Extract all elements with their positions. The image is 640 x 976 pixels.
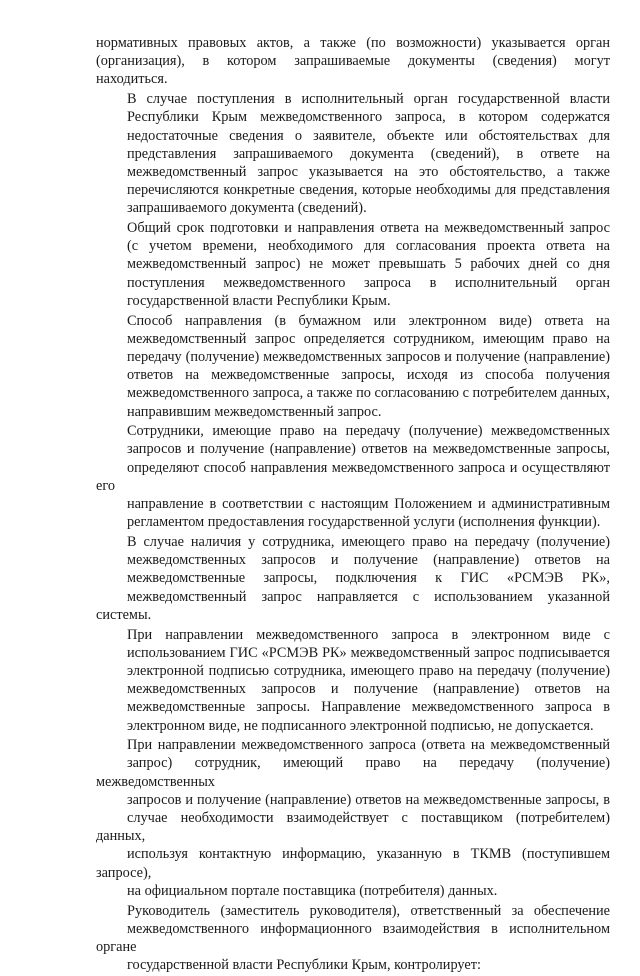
- text-line: (организация), в котором запрашиваемые документы (сведения) могут: [96, 53, 610, 70]
- text-line: Сотрудники, имеющие право на передачу (получение) межведомственных: [127, 423, 610, 440]
- text-line: находиться.: [96, 71, 168, 88]
- paragraph: [96, 533, 610, 624]
- text-line: межведомственного запроса, а также по согласованию с потребителем данных,: [127, 385, 610, 402]
- text-line: направившим межведомственный запрос.: [127, 403, 382, 420]
- paragraph: [96, 312, 610, 421]
- paragraph: [96, 422, 610, 531]
- text-line: запросов и получение (направление) ответов на межведомственные запросы,: [127, 441, 610, 458]
- text-line: Общий срок подготовки и направления ответа на межведомственный запрос: [127, 220, 610, 237]
- text-line: электронной подписью сотрудника, имеющего право на передачу (получение): [127, 662, 610, 679]
- text-line: Способ направления (в бумажном или электронном виде) ответа на: [127, 312, 610, 329]
- text-line: нормативных правовых актов, а также (по возможности) указывается орган: [96, 35, 610, 51]
- text-line: представления запрашиваемого документа (сведений), в ответе на: [127, 145, 610, 162]
- text-line: регламентом предоставления государственной услуги (исполнения функции).: [127, 514, 601, 531]
- paragraph: [96, 626, 610, 735]
- text-line: государственной власти Республики Крым, контролирует:: [127, 957, 481, 974]
- text-line: электронном виде, не подписанного электронной подписью, не допускается.: [127, 717, 594, 734]
- paragraph: [96, 34, 610, 89]
- text-line: используя контактную информацию, указанную в ТКМВ (поступившем запросе),: [96, 846, 610, 881]
- document-page: [96, 34, 610, 976]
- text-line: При направлении межведомственного запроса (ответа на межведомственный: [127, 737, 610, 754]
- text-line: межведомственных запросов и получение (направление) ответов на: [127, 552, 610, 569]
- text-line: В случае наличия у сотрудника, имеющего право на передачу (получение): [127, 533, 610, 550]
- text-line: запросов и получение (направление) ответов на межведомственные запросы, в: [127, 791, 610, 808]
- text-line: передачу (получение) межведомственных запросов и получение (направление): [127, 348, 610, 365]
- paragraph: [96, 736, 610, 900]
- text-line: направление в соответствии с настоящим Положением и административным: [127, 496, 610, 513]
- document-body: [96, 34, 610, 974]
- text-line: межведомственный запрос направляется с использованием указанной системы.: [96, 588, 610, 623]
- text-line: поступления межведомственного запроса в исполнительный орган: [127, 274, 610, 291]
- text-line: использованием ГИС «РСМЭВ РК» межведомственный запрос подписывается: [127, 644, 610, 661]
- text-line: (с учетом времени, необходимого для согласования проекта ответа на: [127, 238, 610, 255]
- text-line: межведомственный запрос указывается на это обстоятельство, а также: [127, 163, 610, 180]
- paragraph: [96, 219, 610, 310]
- text-line: на официальном портале поставщика (потребителя) данных.: [127, 882, 498, 899]
- text-line: запрашиваемого документа (сведений).: [127, 200, 367, 217]
- text-line: государственной власти Республики Крым.: [127, 292, 391, 309]
- text-line: межведомственные запросы. Направление межведомственного запроса в: [127, 699, 610, 716]
- text-line: межведомственный запрос определяется сотрудником, имеющим право на: [127, 330, 610, 347]
- text-line: межведомственные запросы, подключения к ГИС «РСМЭВ РК»,: [127, 570, 610, 587]
- paragraph: [96, 90, 610, 217]
- text-line: Республики Крым межведомственного запроса, в котором содержатся: [127, 109, 610, 126]
- text-line: межведомственный запрос) не может превышать 5 рабочих дней со дня: [127, 256, 610, 273]
- text-line: недостаточные сведения о заявителе, объекте или обстоятельствах для: [127, 127, 610, 144]
- text-line: межведомственных запросов и получение (направление) ответов на: [127, 681, 610, 698]
- text-line: определяют способ направления межведомственного запроса и осуществляют его: [96, 459, 610, 494]
- text-line: В случае поступления в исполнительный орган государственной власти: [127, 91, 610, 108]
- text-line: случае необходимости взаимодействует с поставщиком (потребителем) данных,: [96, 810, 610, 845]
- paragraph: [96, 902, 610, 975]
- text-line: ответов на межведомственные запросы, исходя из способа получения: [127, 367, 610, 384]
- text-line: Руководитель (заместитель руководителя), ответственный за обеспечение: [127, 902, 610, 919]
- text-line: межведомственного информационного взаимодействия в исполнительном органе: [96, 920, 610, 955]
- text-line: запрос) сотрудник, имеющий право на передачу (получение) межведомственных: [96, 755, 610, 790]
- text-line: перечисляются конкретные сведения, которые необходимы для представления: [127, 182, 610, 199]
- text-line: При направлении межведомственного запроса в электронном виде с: [127, 626, 610, 643]
